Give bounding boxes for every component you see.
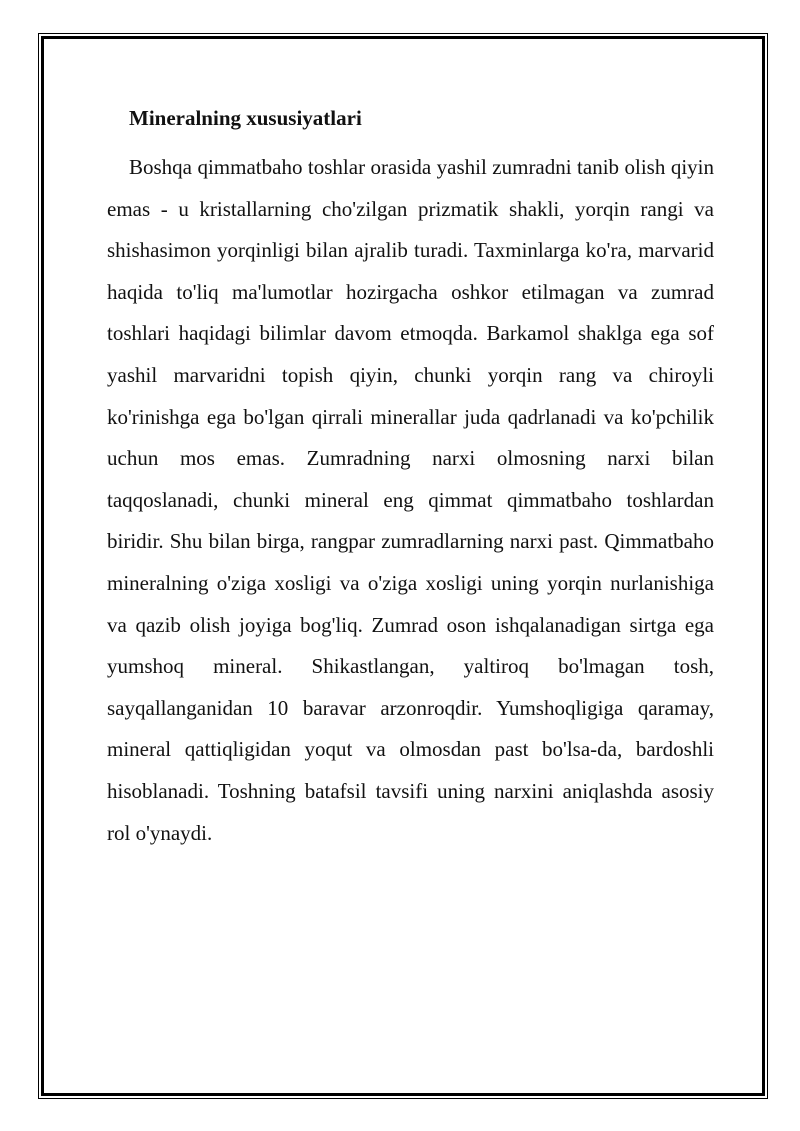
document-content xyxy=(107,103,714,854)
section-heading: Mineralning xususiyatlari xyxy=(129,106,362,130)
body-paragraph: Boshqa qimmatbaho toshlar orasida yashil zumradni tanib olish qiyin emas - u kristallarning cho'zilgan prizmatik shakli, yorqin rangi va shishasimon yorqinligi bilan ajralib turadi. Taxminlarga ko'ra, marvarid haqida to'liq ma'lumotlar hozirgacha oshkor etilmagan va zumrad toshlari haqidagi bilimlar davom etmoqda. Barkamol shaklga ega sof yashil marvaridni topish qiyin, chunki yorqin rang va chiroyli ko'rinishga ega bo'lgan qirrali minerallar juda qadrlanadi va ko'pchilik uchun mos emas. Zumradning narxi olmosning narxi bilan taqqoslanadi, chunki mineral eng qimmat qimmatbaho toshlardan biridir. Shu bilan birga, rangpar zumradlarning narxi past. Qimmatbaho mineralning o'ziga xosligi va o'ziga xosligi uning yorqin nurlanishiga va qazib olish joyiga bog'liq. Zumrad oson ishqalanadigan sirtga ega yumshoq mineral. Shikastlangan, yaltiroq bo'lmagan tosh, sayqallanganidan 10 baravar arzonroqdir. Yumshoqligiga qaramay, mineral qattiqligidan yoqut va olmosdan past bo'lsa-da, bardoshli hisoblanadi. Toshning batafsil tavsifi uning narxini aniqlashda asosiy rol o'ynaydi. xyxy=(107,155,714,845)
